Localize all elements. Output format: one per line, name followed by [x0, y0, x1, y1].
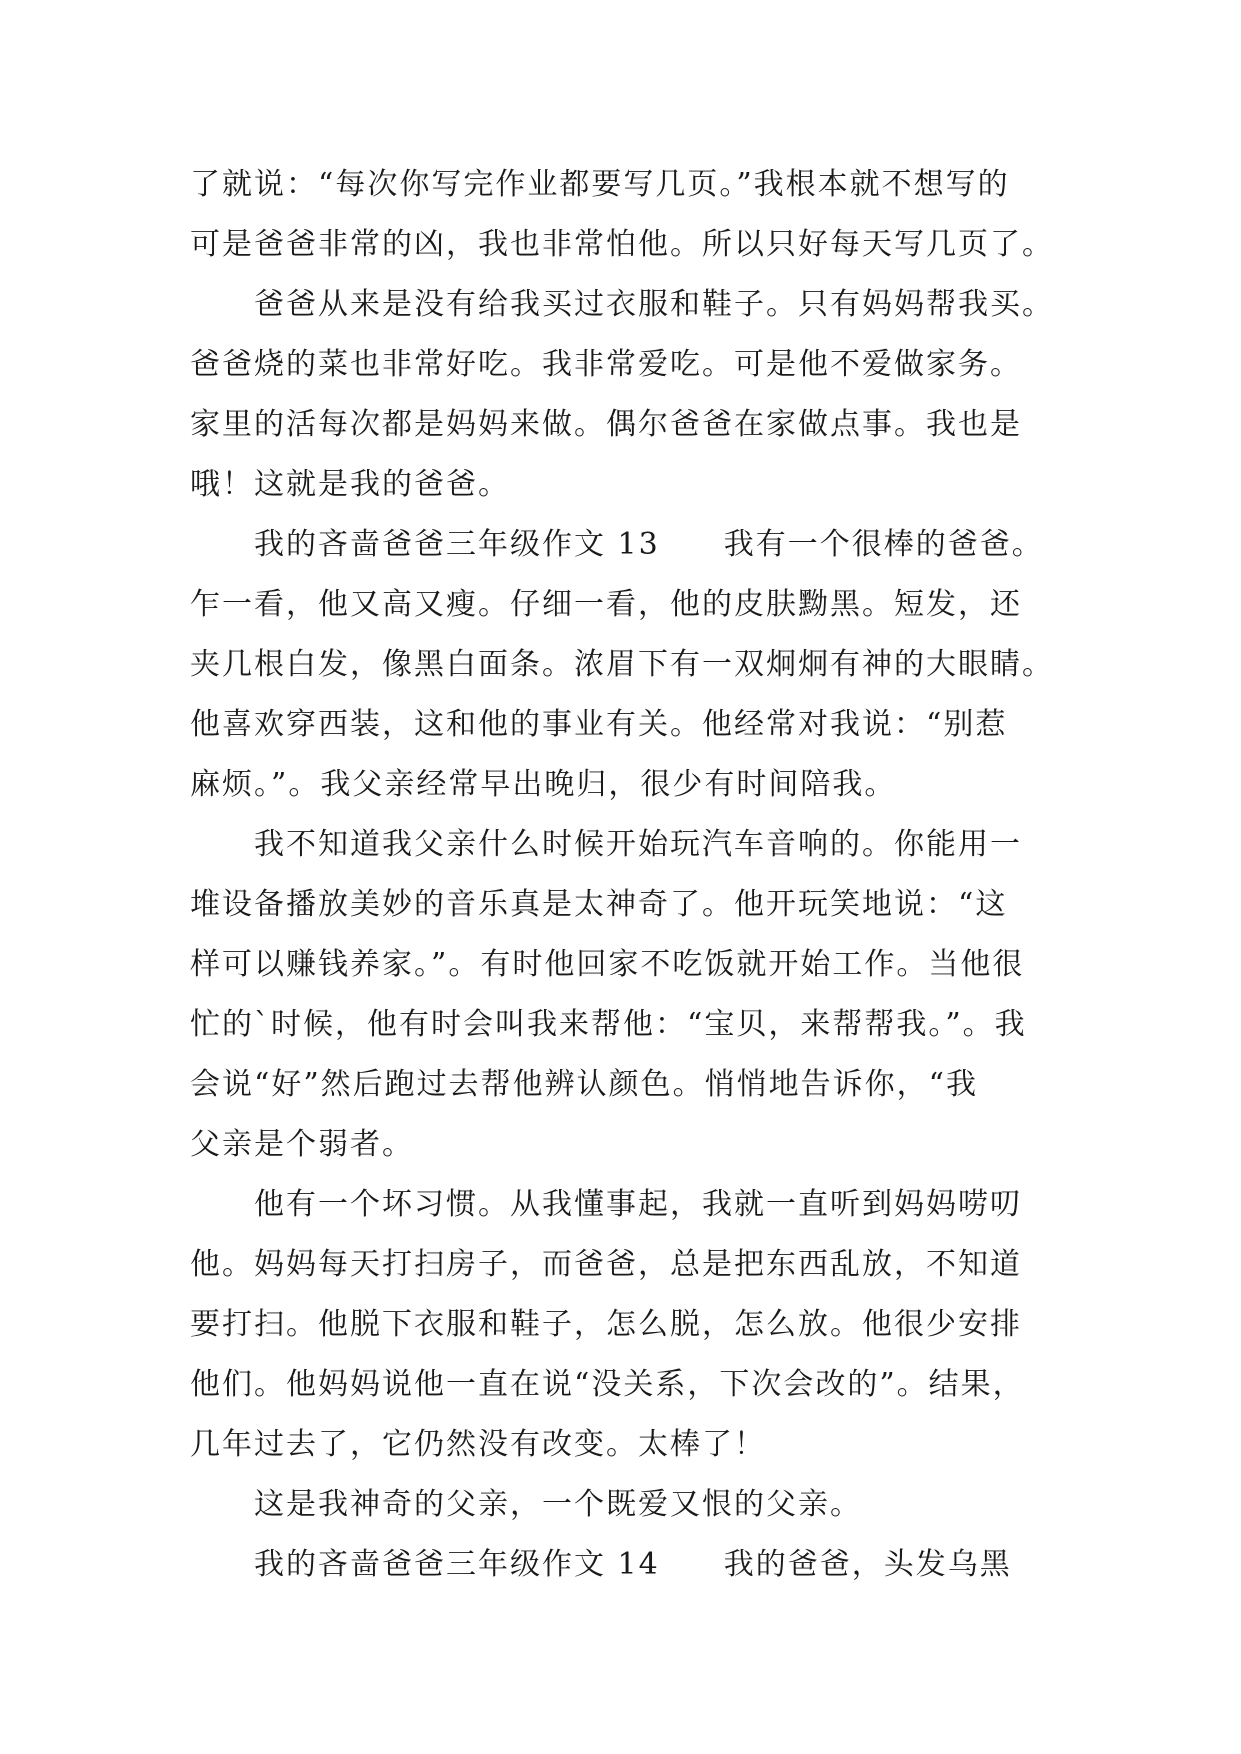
paragraph-start: 我不知道我父亲什么时候开始玩汽车音响的。你能用一	[254, 827, 1022, 862]
text-line: 他。妈妈每天打扫房子，而爸爸，总是把东西乱放，不知道	[190, 1247, 1022, 1282]
essay-heading-13: 我的吝啬爸爸三年级作文 13 我有一个很棒的爸爸。	[254, 527, 1044, 562]
text-line: 父亲是个弱者。	[190, 1127, 414, 1162]
text-line: 样可以赚钱养家。”。有时他回家不吃饭就开始工作。当他很	[190, 947, 1025, 982]
text-line: 了就说：“每次你写完作业都要写几页。”我根本就不想写的	[190, 167, 1010, 202]
text-line: 要打扫。他脱下衣服和鞋子，怎么脱，怎么放。他很少安排	[190, 1307, 1022, 1342]
text-line: 夹几根白发，像黑白面条。浓眉下有一双炯炯有神的大眼睛。	[190, 647, 1054, 682]
paragraph-start: 爸爸从来是没有给我买过衣服和鞋子。只有妈妈帮我买。	[254, 287, 1054, 322]
text-line: 他喜欢穿西装，这和他的事业有关。他经常对我说：“别惹	[190, 707, 1008, 742]
text-line: 忙的`时候，他有时会叫我来帮他：“宝贝，来帮帮我。”。我	[190, 1007, 1027, 1042]
paragraph-start: 他有一个坏习惯。从我懂事起，我就一直听到妈妈唠叨	[254, 1187, 1022, 1222]
text-line: 家里的活每次都是妈妈来做。偶尔爸爸在家做点事。我也是	[190, 407, 1022, 442]
paragraph-start: 这是我神奇的父亲，一个既爱又恨的父亲。	[254, 1487, 862, 1522]
text-line: 麻烦。”。我父亲经常早出晚归，很少有时间陪我。	[190, 767, 897, 802]
text-line: 可是爸爸非常的凶，我也非常怕他。所以只好每天写几页了。	[190, 227, 1054, 262]
text-line: 几年过去了，它仍然没有改变。太棒了！	[190, 1427, 766, 1462]
text-line: 爸爸烧的菜也非常好吃。我非常爱吃。可是他不爱做家务。	[190, 347, 1022, 382]
text-line: 会说“好”然后跑过去帮他辨认颜色。悄悄地告诉你，“我	[190, 1067, 979, 1102]
text-line: 他们。他妈妈说他一直在说“没关系，下次会改的”。结果，	[190, 1367, 1025, 1402]
text-line: 哦！这就是我的爸爸。	[190, 467, 510, 502]
essay-heading-14: 我的吝啬爸爸三年级作文 14 我的爸爸，头发乌黑	[254, 1547, 1012, 1582]
text-line: 堆设备播放美妙的音乐真是太神奇了。他开玩笑地说：“这	[190, 887, 1008, 922]
essay-text	[190, 155, 1090, 1595]
text-line: 乍一看，他又高又瘦。仔细一看，他的皮肤黝黑。短发，还	[190, 587, 1022, 622]
